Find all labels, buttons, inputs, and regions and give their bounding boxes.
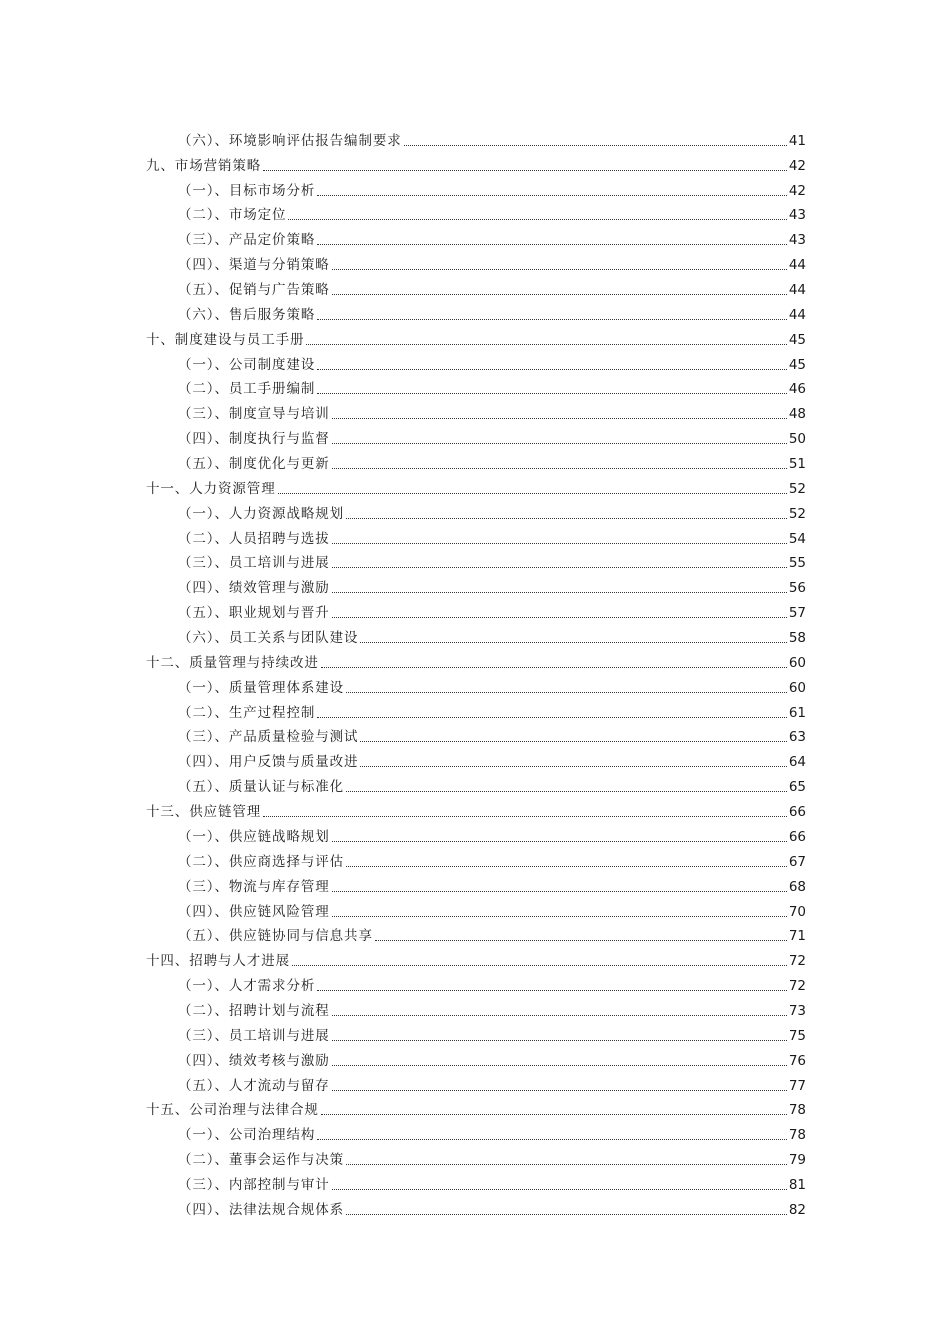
toc-page-number: 82 xyxy=(788,1201,806,1218)
toc-page-number: 51 xyxy=(788,456,806,473)
toc-dot-leader xyxy=(332,1040,787,1041)
toc-page-number: 42 xyxy=(788,182,806,199)
toc-section-entry[interactable] xyxy=(146,1070,806,1095)
toc-page-number: 52 xyxy=(788,505,806,522)
toc-entry-title: （二）、招聘计划与流程 xyxy=(178,1002,330,1019)
toc-entry-title: （二）、人员招聘与选拔 xyxy=(178,530,330,547)
toc-page-number: 77 xyxy=(788,1077,806,1094)
toc-entry-title: 十五、公司治理与法律合规 xyxy=(146,1102,319,1119)
toc-dot-leader xyxy=(346,791,787,792)
toc-page-number: 76 xyxy=(788,1052,806,1069)
toc-entry-title: （二）、生产过程控制 xyxy=(178,704,316,721)
toc-entry-title: （四）、法律法规合规体系 xyxy=(178,1201,345,1218)
toc-section-entry[interactable] xyxy=(146,448,806,473)
toc-section-entry[interactable] xyxy=(146,498,806,523)
toc-entry-title: （五）、供应链协同与信息共享 xyxy=(178,928,373,945)
toc-entry-title: 十三、供应链管理 xyxy=(146,804,262,821)
toc-page-number: 66 xyxy=(788,828,806,845)
toc-page-number: 42 xyxy=(788,157,806,174)
toc-section-entry[interactable] xyxy=(146,896,806,921)
toc-dot-leader xyxy=(332,617,787,618)
toc-entry-title: （一）、人力资源战略规划 xyxy=(178,505,345,522)
toc-entry-title: （一）、公司治理结构 xyxy=(178,1127,316,1144)
toc-dot-leader xyxy=(346,866,787,867)
toc-dot-leader xyxy=(332,1189,787,1190)
toc-entry-title: （一）、人才需求分析 xyxy=(178,978,316,995)
toc-section-entry[interactable] xyxy=(146,722,806,747)
toc-entry-title: （三）、内部控制与审计 xyxy=(178,1176,330,1193)
toc-dot-leader xyxy=(332,841,787,842)
toc-entry-title: （四）、绩效管理与激励 xyxy=(178,580,330,597)
toc-dot-leader xyxy=(306,344,786,345)
toc-entry-title: （五）、人才流动与留存 xyxy=(178,1077,330,1094)
toc-section-entry[interactable] xyxy=(146,274,806,299)
toc-section-entry[interactable] xyxy=(146,523,806,548)
toc-dot-leader xyxy=(263,816,787,817)
toc-dot-leader xyxy=(332,468,787,469)
toc-dot-leader xyxy=(332,294,787,295)
toc-page-number: 67 xyxy=(788,853,806,870)
toc-section-entry[interactable] xyxy=(146,548,806,573)
toc-entry-title: （二）、供应商选择与评估 xyxy=(178,853,345,870)
toc-section-entry[interactable] xyxy=(146,697,806,722)
toc-dot-leader xyxy=(346,692,787,693)
toc-section-entry[interactable] xyxy=(146,871,806,896)
toc-page-number: 81 xyxy=(788,1176,806,1193)
toc-section-entry[interactable] xyxy=(146,622,806,647)
table-of-contents xyxy=(146,125,806,1219)
toc-page-number: 73 xyxy=(788,1002,806,1019)
toc-entry-title: （五）、职业规划与晋升 xyxy=(178,605,330,622)
toc-page-number: 45 xyxy=(788,331,806,348)
toc-entry-title: （六）、员工关系与团队建设 xyxy=(178,630,359,647)
toc-dot-leader xyxy=(332,1065,787,1066)
toc-entry-title: （四）、用户反馈与质量改进 xyxy=(178,754,359,771)
toc-dot-leader xyxy=(360,766,786,767)
toc-entry-title: （三）、员工培训与进展 xyxy=(178,555,330,572)
toc-entry-title: （四）、绩效考核与激励 xyxy=(178,1052,330,1069)
toc-dot-leader xyxy=(317,1139,787,1140)
toc-page-number: 57 xyxy=(788,605,806,622)
toc-dot-leader xyxy=(317,393,787,394)
toc-page-number: 48 xyxy=(788,406,806,423)
toc-entry-title: （二）、董事会运作与决策 xyxy=(178,1152,345,1169)
toc-page-number: 45 xyxy=(788,356,806,373)
toc-page-number: 64 xyxy=(788,754,806,771)
toc-page-number: 44 xyxy=(788,257,806,274)
toc-entry-title: （五）、制度优化与更新 xyxy=(178,456,330,473)
toc-entry-title: （六）、环境影响评估报告编制要求 xyxy=(178,132,402,149)
toc-entry-title: （二）、员工手册编制 xyxy=(178,381,316,398)
toc-dot-leader xyxy=(404,145,787,146)
toc-dot-leader xyxy=(346,1214,787,1215)
toc-page-number: 46 xyxy=(788,381,806,398)
toc-entry-title: （一）、公司制度建设 xyxy=(178,356,316,373)
toc-section-entry[interactable] xyxy=(146,224,806,249)
toc-dot-leader xyxy=(332,1015,787,1016)
toc-page-number: 43 xyxy=(788,232,806,249)
toc-dot-leader xyxy=(332,891,787,892)
toc-chapter-entry[interactable] xyxy=(146,1095,806,1120)
toc-page-number: 60 xyxy=(788,679,806,696)
toc-section-entry[interactable] xyxy=(146,672,806,697)
toc-entry-title: 十一、人力资源管理 xyxy=(146,480,276,497)
toc-page-number: 63 xyxy=(788,729,806,746)
toc-dot-leader xyxy=(321,1114,787,1115)
toc-entry-title: （二）、市场定位 xyxy=(178,207,287,224)
toc-chapter-entry[interactable] xyxy=(146,945,806,970)
toc-page-number: 68 xyxy=(788,878,806,895)
toc-dot-leader xyxy=(332,418,787,419)
toc-dot-leader xyxy=(317,195,787,196)
toc-page-number: 44 xyxy=(788,282,806,299)
toc-page-number: 72 xyxy=(788,978,806,995)
toc-entry-title: 十四、招聘与人才进展 xyxy=(146,953,290,970)
toc-section-entry[interactable] xyxy=(146,1020,806,1045)
toc-page-number: 66 xyxy=(788,804,806,821)
toc-page-number: 55 xyxy=(788,555,806,572)
toc-dot-leader xyxy=(360,642,786,643)
toc-page-number: 52 xyxy=(788,480,806,497)
toc-entry-title: （三）、制度宣导与培训 xyxy=(178,406,330,423)
toc-page-number: 41 xyxy=(788,132,806,149)
toc-chapter-entry[interactable] xyxy=(146,150,806,175)
toc-section-entry[interactable] xyxy=(146,921,806,946)
toc-dot-leader xyxy=(317,369,787,370)
toc-section-entry[interactable] xyxy=(146,1194,806,1219)
toc-section-entry[interactable] xyxy=(146,1119,806,1144)
toc-page-number: 58 xyxy=(788,630,806,647)
toc-entry-title: 九、市场营销策略 xyxy=(146,157,262,174)
toc-section-entry[interactable] xyxy=(146,970,806,995)
toc-page-number: 44 xyxy=(788,306,806,323)
toc-entry-title: （三）、产品定价策略 xyxy=(178,232,316,249)
toc-section-entry[interactable] xyxy=(146,299,806,324)
toc-page-number: 61 xyxy=(788,704,806,721)
toc-page-number: 54 xyxy=(788,530,806,547)
toc-entry-title: （三）、物流与库存管理 xyxy=(178,878,330,895)
toc-section-entry[interactable] xyxy=(146,597,806,622)
toc-section-entry[interactable] xyxy=(146,175,806,200)
toc-section-entry[interactable] xyxy=(146,1144,806,1169)
toc-page-number: 70 xyxy=(788,903,806,920)
toc-section-entry[interactable] xyxy=(146,125,806,150)
toc-chapter-entry[interactable] xyxy=(146,796,806,821)
toc-page-number: 79 xyxy=(788,1152,806,1169)
toc-section-entry[interactable] xyxy=(146,572,806,597)
toc-page-number: 78 xyxy=(788,1127,806,1144)
toc-entry-title: （三）、员工培训与进展 xyxy=(178,1027,330,1044)
toc-dot-leader xyxy=(317,717,787,718)
toc-section-entry[interactable] xyxy=(146,1045,806,1070)
toc-dot-leader xyxy=(321,667,787,668)
toc-page-number: 75 xyxy=(788,1027,806,1044)
toc-entry-title: （一）、目标市场分析 xyxy=(178,182,316,199)
toc-dot-leader xyxy=(317,244,787,245)
toc-dot-leader xyxy=(288,219,786,220)
toc-dot-leader xyxy=(346,1164,787,1165)
toc-page-number: 50 xyxy=(788,431,806,448)
toc-dot-leader xyxy=(317,319,787,320)
toc-dot-leader xyxy=(332,543,787,544)
toc-section-entry[interactable] xyxy=(146,249,806,274)
toc-section-entry[interactable] xyxy=(146,398,806,423)
toc-section-entry[interactable] xyxy=(146,1169,806,1194)
toc-page-number: 65 xyxy=(788,779,806,796)
toc-page-number: 71 xyxy=(788,928,806,945)
toc-dot-leader xyxy=(263,170,787,171)
toc-section-entry[interactable] xyxy=(146,374,806,399)
toc-dot-leader xyxy=(278,493,787,494)
toc-entry-title: （一）、质量管理体系建设 xyxy=(178,679,345,696)
toc-dot-leader xyxy=(332,567,787,568)
toc-section-entry[interactable] xyxy=(146,995,806,1020)
toc-section-entry[interactable] xyxy=(146,349,806,374)
toc-entry-title: （一）、供应链战略规划 xyxy=(178,828,330,845)
toc-dot-leader xyxy=(346,518,787,519)
toc-section-entry[interactable] xyxy=(146,846,806,871)
toc-section-entry[interactable] xyxy=(146,423,806,448)
toc-entry-title: （四）、供应链风险管理 xyxy=(178,903,330,920)
toc-entry-title: （四）、渠道与分销策略 xyxy=(178,257,330,274)
toc-entry-title: （四）、制度执行与监督 xyxy=(178,431,330,448)
toc-entry-title: 十二、质量管理与持续改进 xyxy=(146,654,319,671)
toc-dot-leader xyxy=(332,916,787,917)
toc-section-entry[interactable] xyxy=(146,200,806,225)
toc-dot-leader xyxy=(317,990,787,991)
toc-entry-title: （三）、产品质量检验与测试 xyxy=(178,729,359,746)
toc-page-number: 72 xyxy=(788,953,806,970)
toc-page-number: 56 xyxy=(788,580,806,597)
toc-dot-leader xyxy=(375,940,787,941)
toc-entry-title: （五）、促销与广告策略 xyxy=(178,282,330,299)
toc-page-number: 78 xyxy=(788,1102,806,1119)
toc-page-number: 60 xyxy=(788,654,806,671)
toc-dot-leader xyxy=(292,965,787,966)
toc-dot-leader xyxy=(332,1090,787,1091)
toc-chapter-entry[interactable] xyxy=(146,324,806,349)
toc-entry-title: 十、制度建设与员工手册 xyxy=(146,331,305,348)
toc-section-entry[interactable] xyxy=(146,771,806,796)
toc-chapter-entry[interactable] xyxy=(146,473,806,498)
toc-section-entry[interactable] xyxy=(146,821,806,846)
toc-page-number: 43 xyxy=(788,207,806,224)
toc-section-entry[interactable] xyxy=(146,746,806,771)
toc-chapter-entry[interactable] xyxy=(146,647,806,672)
toc-dot-leader xyxy=(332,592,787,593)
toc-entry-title: （五）、质量认证与标准化 xyxy=(178,779,345,796)
toc-entry-title: （六）、售后服务策略 xyxy=(178,306,316,323)
toc-dot-leader xyxy=(332,269,787,270)
toc-dot-leader xyxy=(360,741,786,742)
toc-dot-leader xyxy=(332,443,787,444)
